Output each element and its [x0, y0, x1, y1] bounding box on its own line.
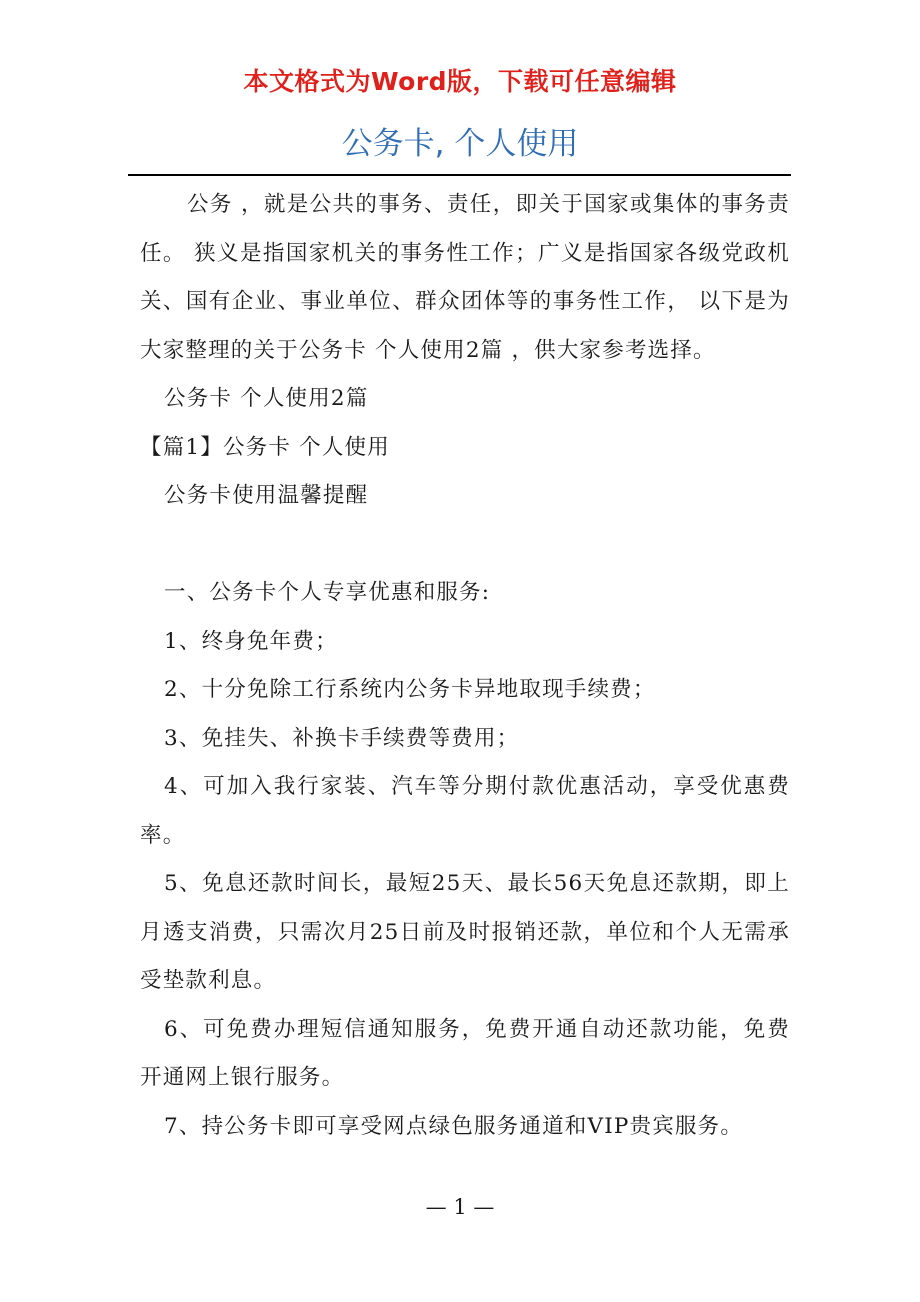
page-number: — 1 — [425, 1195, 495, 1219]
reminder-title: 公务卡使用温馨提醒 [164, 483, 369, 508]
list-item-7: 7、持公务卡即可享受网点绿色服务通道和VIP贵宾服务。 [164, 1113, 744, 1139]
list-item-3: 3、免挂失、补换卡手续费等费用； [164, 725, 520, 751]
document-body [140, 181, 790, 1151]
subtitle-line: 公务卡 个人使用2篇 [164, 386, 369, 411]
list-heading: 一、公务卡个人专享优惠和服务: [164, 580, 491, 605]
section-heading: 【篇1】公务卡 个人使用 [140, 434, 390, 460]
blank-line [140, 521, 790, 570]
list-item-4: 4、可加入我行家装、汽车等分期付款优惠活动，享受优惠费率。 [140, 774, 790, 848]
title-divider [128, 174, 791, 176]
list-item-1: 1、终身免年费； [164, 628, 338, 654]
list-item-2: 2、十分免除工行系统内公务卡异地取现手续费； [164, 677, 656, 702]
download-banner: 本文格式为Word版，下载可任意编辑 [243, 67, 677, 96]
list-item-5: 5、免息还款时间长，最短25天、最长56天免息还款期，即上月透支消费，只需次月25日前及时报销还款，单位和个人无需承受垫款利息。 [140, 871, 790, 993]
list-item-6: 6、可免费办理短信通知服务，免费开通自动还款功能，免费开通网上银行服务。 [140, 1016, 790, 1090]
document-title: 公务卡, 个人使用 [341, 126, 579, 162]
intro-paragraph: 公务 ，就是公共的事务、责任，即关于国家或集体的事务责任。 狭义是指国家机关的事务性工作；广义是指国家各级党政机关、国有企业、事业单位、群众团体等的事务性工作， 以下是为大家整理的关于公务卡 个人使用2篇 ，供大家参考选择。 [140, 192, 790, 363]
